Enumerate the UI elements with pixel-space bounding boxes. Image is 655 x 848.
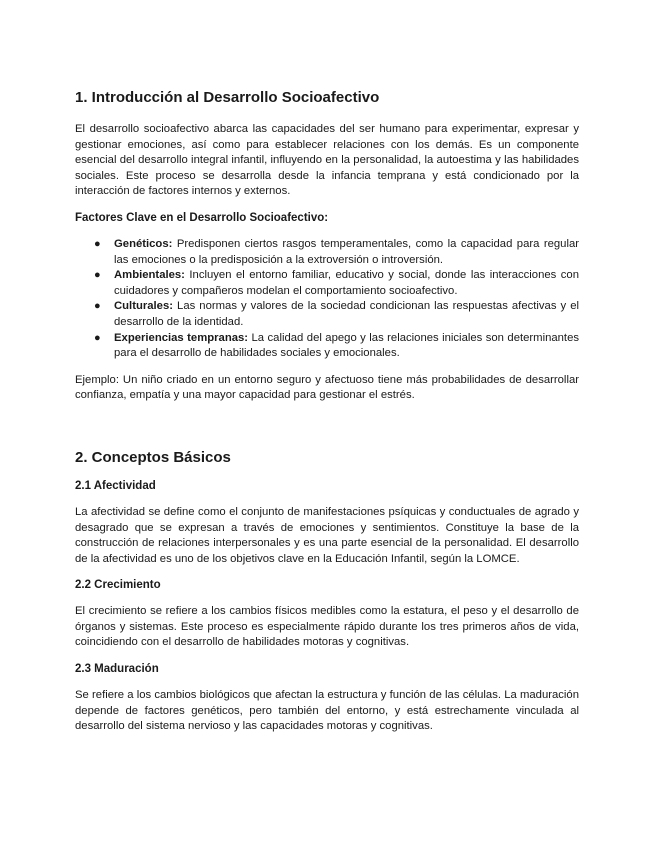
factors-list	[75, 237, 579, 362]
subsection-heading-maduracion: 2.3 Maduración	[75, 663, 159, 676]
factor-term: Genéticos:	[114, 237, 173, 250]
factor-text: La calidad del apego y las relaciones iniciales son determinantes para el desarrollo de habilidades sociales y emocionales.	[114, 331, 579, 360]
section-spacer	[75, 415, 579, 448]
bullet-icon: ●	[94, 269, 101, 282]
list-item	[94, 299, 579, 330]
list-item	[94, 331, 579, 362]
subsection-body-crecimiento: El crecimiento se refiere a los cambios físicos medibles como la estatura, el peso y el desarrollo de órganos y sistemas. Este proceso es especialmente rápido durante los tres primeros años de vida, coincidiendo con el desarrollo de habilidades motoras y cognitivas.	[75, 605, 579, 649]
section-2-title: 2. Conceptos Básicos	[75, 448, 231, 466]
subsection-heading-afectividad: 2.1 Afectividad	[75, 479, 156, 492]
factor-text: Incluyen el entorno familiar, educativo y social, donde las interacciones con cuidadores y compañeros modelan el comportamiento socioafectivo.	[114, 269, 579, 297]
list-item	[94, 268, 579, 299]
factor-text: Predisponen ciertos rasgos temperamentales, como la capacidad para regular las emociones o la predisposición a la extroversión o introversión.	[114, 237, 579, 266]
section-1-example: Ejemplo: Un niño criado en un entorno seguro y afectuoso tiene más probabilidades de desarrollar confianza, empatía y una mayor capacidad para gestionar el estrés.	[75, 373, 579, 402]
list-item	[94, 237, 579, 268]
section-1-title: 1. Introducción al Desarrollo Socioafectivo	[75, 89, 380, 106]
factor-term: Ambientales:	[114, 269, 185, 282]
bullet-icon: ●	[94, 331, 101, 344]
bullet-icon: ●	[94, 300, 101, 313]
factor-term: Culturales:	[114, 300, 174, 313]
section-1-intro: El desarrollo socioafectivo abarca las capacidades del ser humano para experimentar, expresar y gestionar emociones, así como para establecer relaciones con los demás. Es un componente esencial del desarrollo integral infantil, influyendo en la personalidad, la autoestima y las habilidades sociales. Este proceso se desarrolla desde la infancia temprana y está condicionado por la interacción de factores internos y externos.	[75, 123, 579, 198]
factor-term: Experiencias tempranas:	[114, 331, 249, 344]
factors-heading: Factores Clave en el Desarrollo Socioafectivo:	[75, 211, 329, 224]
document-page	[75, 88, 579, 746]
factor-text: Las normas y valores de la sociedad condicionan las respuestas afectivas y el desarrollo de la identidad.	[114, 300, 579, 328]
bullet-icon: ●	[94, 237, 101, 250]
subsection-body-maduracion: Se refiere a los cambios biológicos que afectan la estructura y función de las células. La maduración depende de factores genéticos, pero también del entorno, y está estrechamente vinculada al desarrollo del sistema nervioso y las capacidades motoras y cognitivas.	[75, 689, 579, 733]
subsection-body-afectividad: La afectividad se define como el conjunto de manifestaciones psíquicas y conductuales de agrado y desagrado que se expresan a través de emociones y sentimientos. Constituye la base de la construcción de relaciones interpersonales y es una parte esencial de la personalidad. El desarrollo de la afectividad es uno de los objetivos clave en la Educación Infantil, según la LOMCE.	[75, 505, 579, 565]
subsection-heading-crecimiento: 2.2 Crecimiento	[75, 579, 161, 592]
